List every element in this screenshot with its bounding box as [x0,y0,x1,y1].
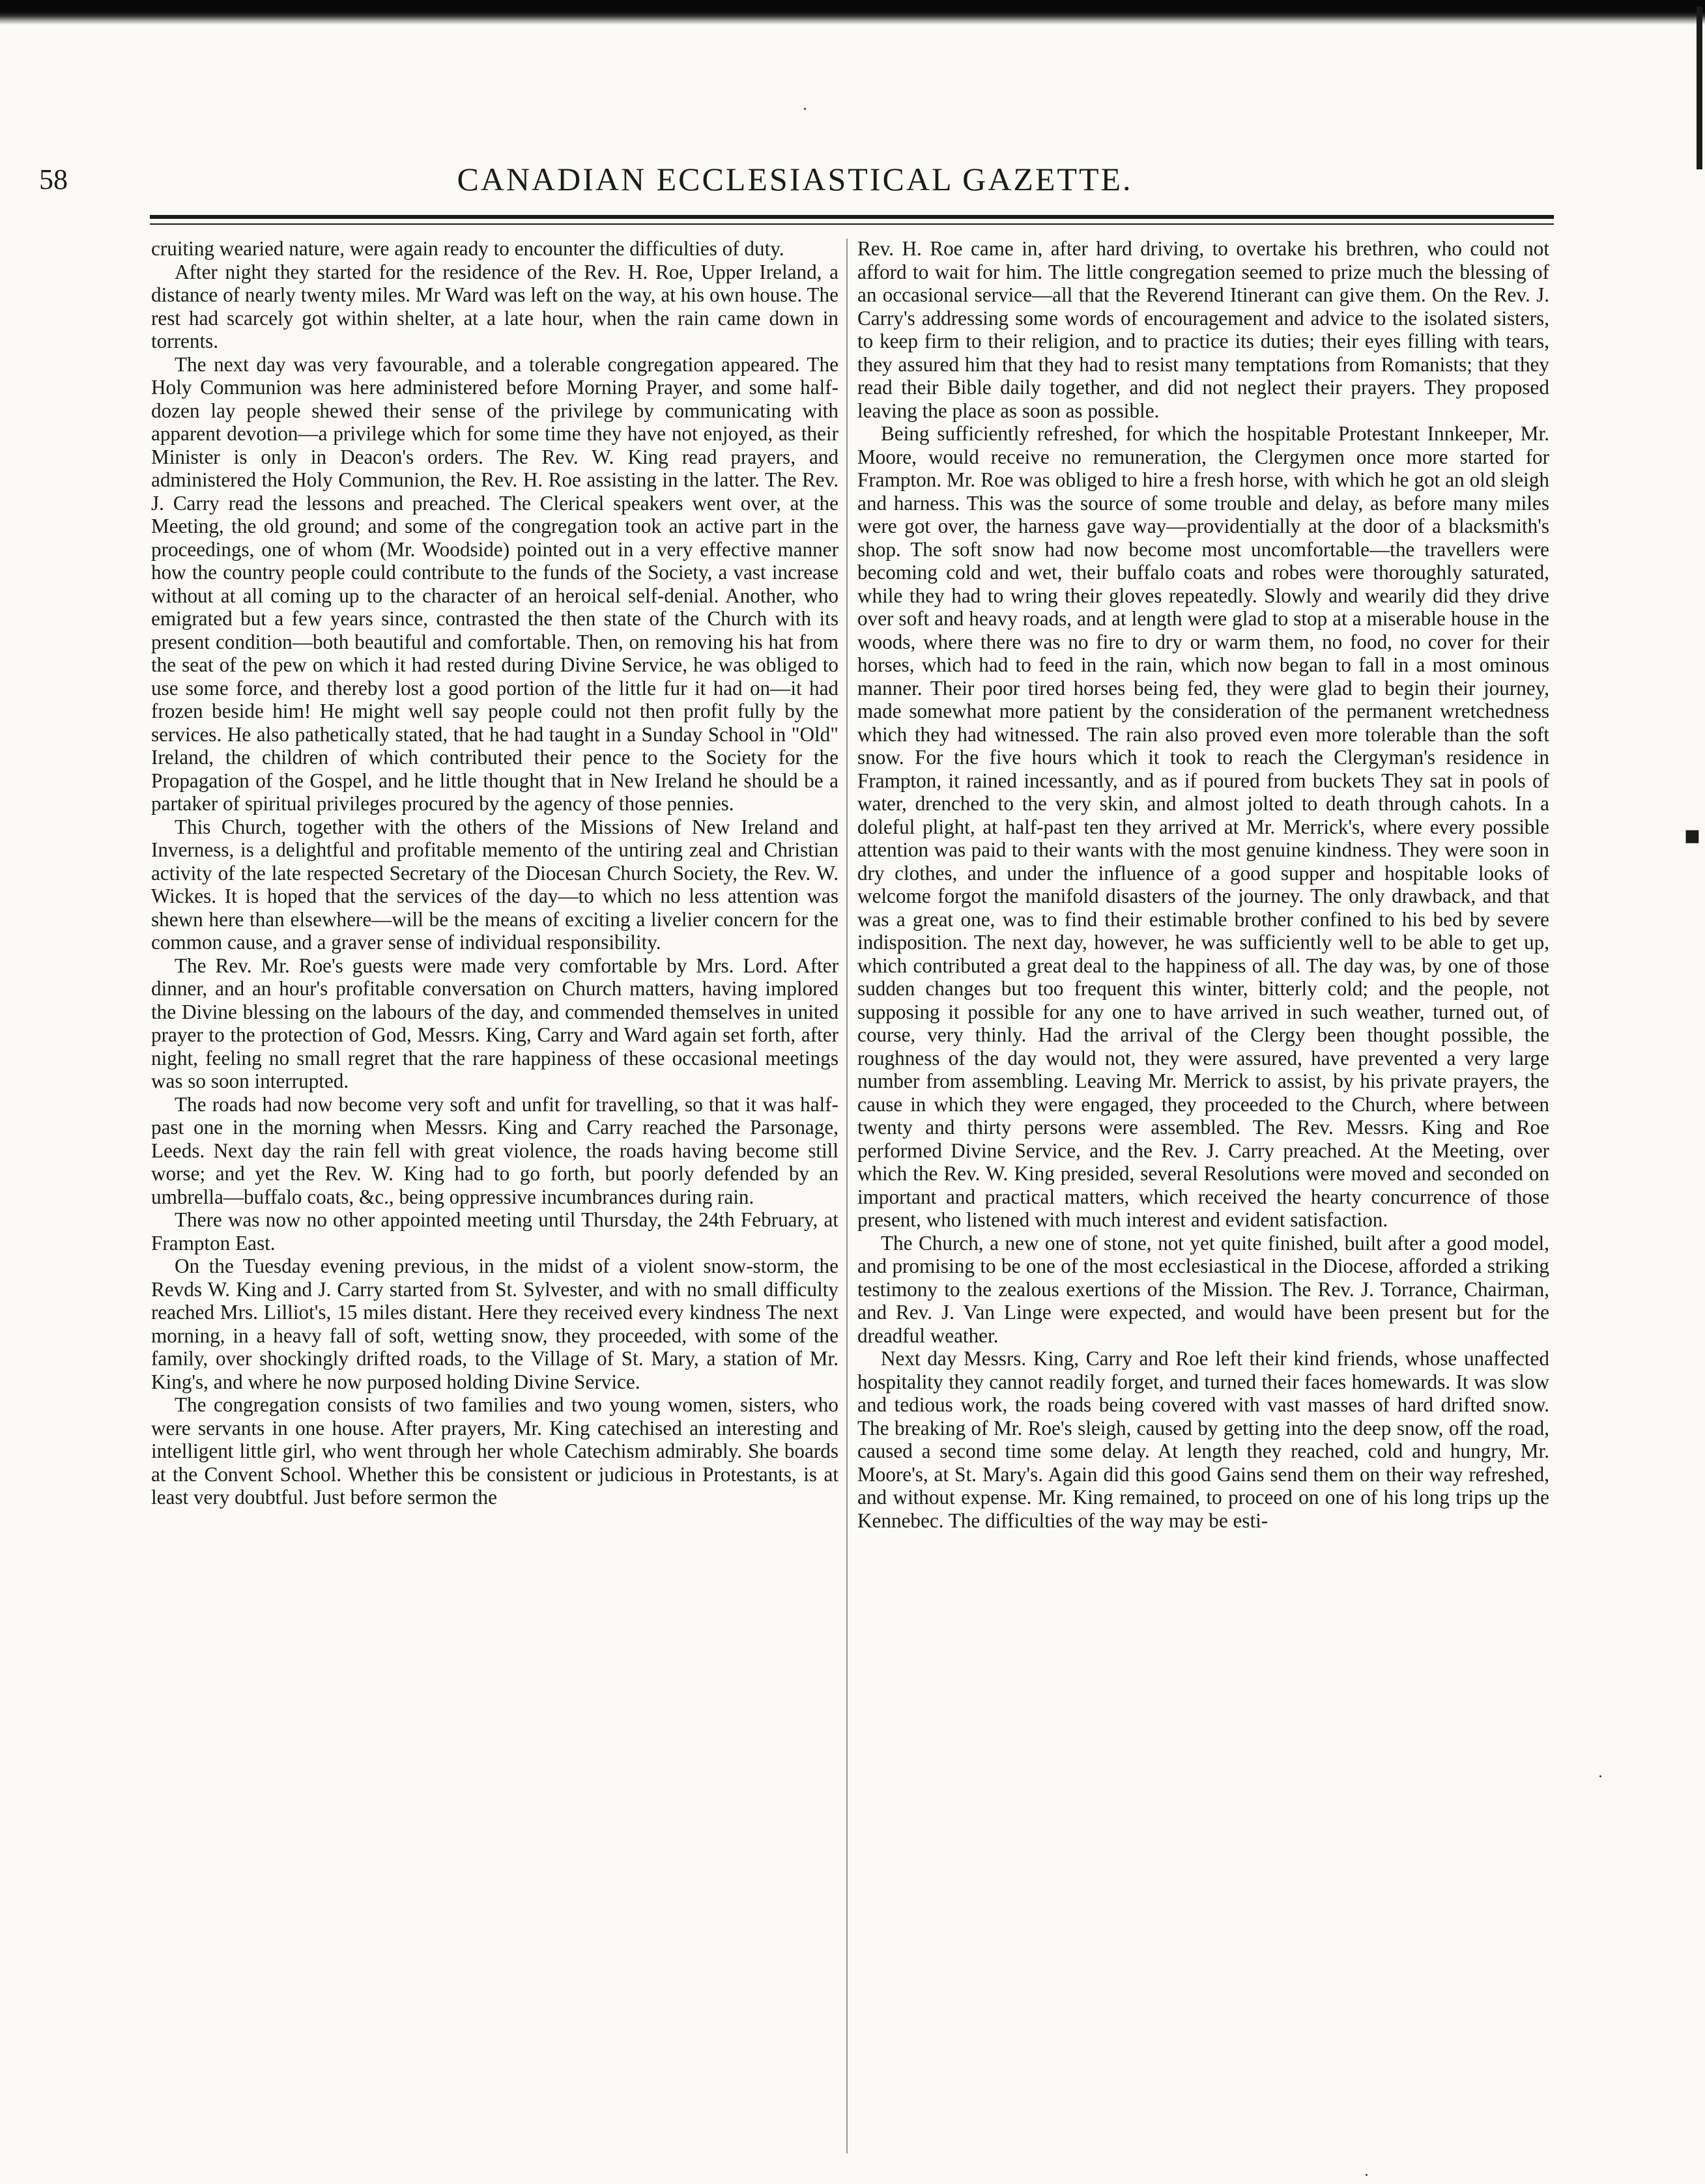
left-column [151,237,838,2155]
page-number: 58 [39,163,68,195]
page-header [39,163,1551,202]
paragraph: There was now no other appointed meeting until Thursday, the 24th February, at Frampton East. [151,1208,838,1255]
scan-speck: · [1598,1769,1603,1785]
paragraph: Next day Messrs. King, Carry and Roe left their kind friends, whose unaffected hospitality they cannot readily forget, and turned their faces homewards. It was slow and tedious work, the roads being covered with vast masses of hard drifted snow. The breaking of Mr. Roe's sleigh, caused by getting into the deep snow, off the road, caused a second time some delay. At length they reached, cold and hungry, Mr. Moore's, at St. Mary's. Again did this good Gains send them on their way refreshed, and without expense. Mr. King remained, to proceed on one of his long trips up the Kennebec. The difficulties of the way may be esti- [857,1347,1549,1532]
scan-speck: · [803,102,807,118]
header-rule-thin [150,223,1554,225]
right-column [857,237,1549,2155]
masthead-title: CANADIAN ECCLESIASTICAL GAZETTE. [457,161,1133,197]
paragraph: The next day was very favourable, and a tolerable congregation appeared. The Holy Communion was here administered before Morning Prayer, and some half-dozen lay people shewed their sense of the privilege by communicating with apparent devotion—a privilege which for some time they have not enjoyed, as their Minister is only in Deacon's orders. The Rev. W. King read prayers, and administered the Holy Communion, the Rev. H. Roe assisting in the latter. The Rev. J. Carry read the lessons and preached. The Clerical speakers went over, at the Meeting, the old ground; and some of the congregation took an active part in the proceedings, one of whom (Mr. Woodside) pointed out in a very effective manner how the country people could contribute to the funds of the Society, a vast increase without at all coming up to the character of an heroical self-denial. Another, who emigrated but a few years since, contrasted the then state of the Church with its present condition—both beautiful and comfortable. Then, on removing his hat from the seat of the pew on which it had rested during Divine Service, he was obliged to use some force, and thereby lost a good portion of the little fur it had on—it had frozen beside him! He might well say people could not then profit fully by the services. He also pathetically stated, that he had taught in a Sunday School in "Old" Ireland, the children of which contributed their pence to the Society for the Propagation of the Gospel, and he little thought that in New Ireland he should be a partaker of spiritual privileges procured by the agency of those pennies. [151,352,838,815]
paragraph: The Church, a new one of stone, not yet quite finished, built after a good model, and promising to be one of the most ecclesiastical in the Diocese, afforded a striking testimony to the zealous exertions of the Mission. The Rev. J. Torrance, Chairman, and Rev. J. Van Linge were expected, and would have been present but for the dreadful weather. [857,1231,1549,1347]
scan-top-band [0,0,1705,25]
paragraph: This Church, together with the others of the Missions of New Ireland and Inverness, is a delightful and profitable memento of the untiring zeal and Christian activity of the late respected Secretary of the Diocesan Church Society, the Rev. W. Wickes. It is hoped that the services of the day—to which no less attention was shewn here than elsewhere—will be the means of exciting a livelier concern for the common cause, and a graver sense of individual responsibility. [151,815,838,954]
scan-edge-mark [1697,7,1702,169]
column-divider [846,238,848,2153]
paragraph: On the Tuesday evening previous, in the midst of a violent snow-storm, the Revds W. King and J. Carry started from St. Sylvester, and with no small difficulty reached Mrs. Lilliot's, 15 miles distant. Here they received every kindness The next morning, in a heavy fall of soft, wetting snow, they proceeded, with some of the family, over shockingly drifted roads, to the Village of St. Mary, a station of Mr. King's, and where he now purposed holding Divine Service. [151,1255,838,1393]
paragraph: cruiting wearied nature, were again ready to encounter the difficulties of duty. [151,237,784,260]
scan-margin-mark: ▪ [1683,820,1701,850]
paragraph: The Rev. Mr. Roe's guests were made very comfortable by Mrs. Lord. After dinner, and an hour's profitable conversation on Church matters, having implored the Divine blessing on the labours of the day, and commended themselves in united prayer to the protection of God, Messrs. King, Carry and Ward again set forth, after night, feeling no small regret that the rare happiness of these occasional meetings was so soon interrupted. [151,954,838,1092]
paragraph: Being sufficiently refreshed, for which the hospitable Protestant Innkeeper, Mr. Moore, would receive no remuneration, the Clergymen once more started for Frampton. Mr. Roe was obliged to hire a fresh horse, with which he got an old sleigh and harness. This was the source of some trouble and delay, as before many miles were got over, the harness gave way—providentially at the door of a blacksmith's shop. The soft snow had now become most uncomfortable—the travellers were becoming cold and wet, their buffalo coats and robes were thoroughly saturated, while they had to wring their gloves repeatedly. Slowly and wearily did they drive over soft and heavy roads, and at length were glad to stop at a miserable house in the woods, where there was no fire to dry or warm them, no food, no cover for their horses, which had to feed in the rain, which now began to fall in a most ominous manner. Their poor tired horses being fed, they were glad to begin their journey, made somewhat more patient by the consideration of the permanent wretchedness which they had witnessed. The rain also proved even more tolerable than the soft snow. For the five hours which it took to reach the Clergyman's residence in Frampton, it rained incessantly, and as if poured from buckets They sat in pools of water, drenched to the very skin, and almost jolted to death through cahots. In a doleful plight, at half-past ten they arrived at Mr. Merrick's, where every possible attention was paid to their wants with the most genuine kindness. They were soon in dry clothes, and under the influence of a good supper and hospitable looks of welcome forgot the manifold disasters of the journey. The only drawback, and that was a great one, was to find their estimable brother confined to his bed by severe indisposition. The next day, however, he was sufficiently well to be able to get up, which contributed a great deal to the happiness of all. The day was, by one of those sudden changes but too frequent this winter, bitterly cold; and the people, not supposing it possible for any one to have arrived in such weather, turned out, of course, very thinly. Had the arrival of the Clergy been thought possible, the roughness of the day would not, they were assured, have prevented a very large number from assembling. Leaving Mr. Merrick to assist, by his private prayers, the cause in which they were engaged, they proceeded to the Church, where between twenty and thirty persons were assembled. The Rev. Messrs. King and Roe performed Divine Service, and the Rev. J. Carry preached. At the Meeting, over which the Rev. W. King presided, several Resolutions were moved and seconded on important and practical matters, which received the hearty concurrence of those present, who listened with much interest and evident satisfaction. [857,422,1549,1231]
paragraph: The congregation consists of two families and two young women, sisters, who were servants in one house. After prayers, Mr. King catechised an interesting and intelligent little girl, who went through her whole Catechism admirably. She boards at the Convent School. Whether this be consistent or judicious in Protestants, is at least very doubtful. Just before sermon the [151,1393,838,1509]
header-rule-thick [150,215,1554,219]
paragraph: The roads had now become very soft and unfit for travelling, so that it was half-past one in the morning when Messrs. King and Carry reached the Parsonage, Leeds. Next day the rain fell with great violence, the roads having become still worse; and yet the Rev. W. King had to go forth, but poorly defended by an umbrella—buffalo coats, &c., being oppressive incumbrances during rain. [151,1092,838,1208]
paragraph: After night they started for the residence of the Rev. H. Roe, Upper Ireland, a distance of nearly twenty miles. Mr Ward was left on the way, at his own house. The rest had scarcely got within shelter, at a late hour, when the rain came down in torrents. [151,260,838,352]
scan-speck: · [1364,2168,1369,2184]
paragraph: Rev. H. Roe came in, after hard driving, to overtake his brethren, who could not afford to wait for him. The little congregation seemed to prize much the blessing of an occasional service—all that the Reverend Itinerant can give them. On the Rev. J. Carry's addressing some words of encouragement and advice to the isolated sisters, to keep firm to their religion, and to practice its duties; their eyes filling with tears, they assured him that they had to resist many temptations from Romanists; that they read their Bible daily together, and did not neglect their prayers. They proposed leaving the place as soon as possible. [857,237,1549,422]
